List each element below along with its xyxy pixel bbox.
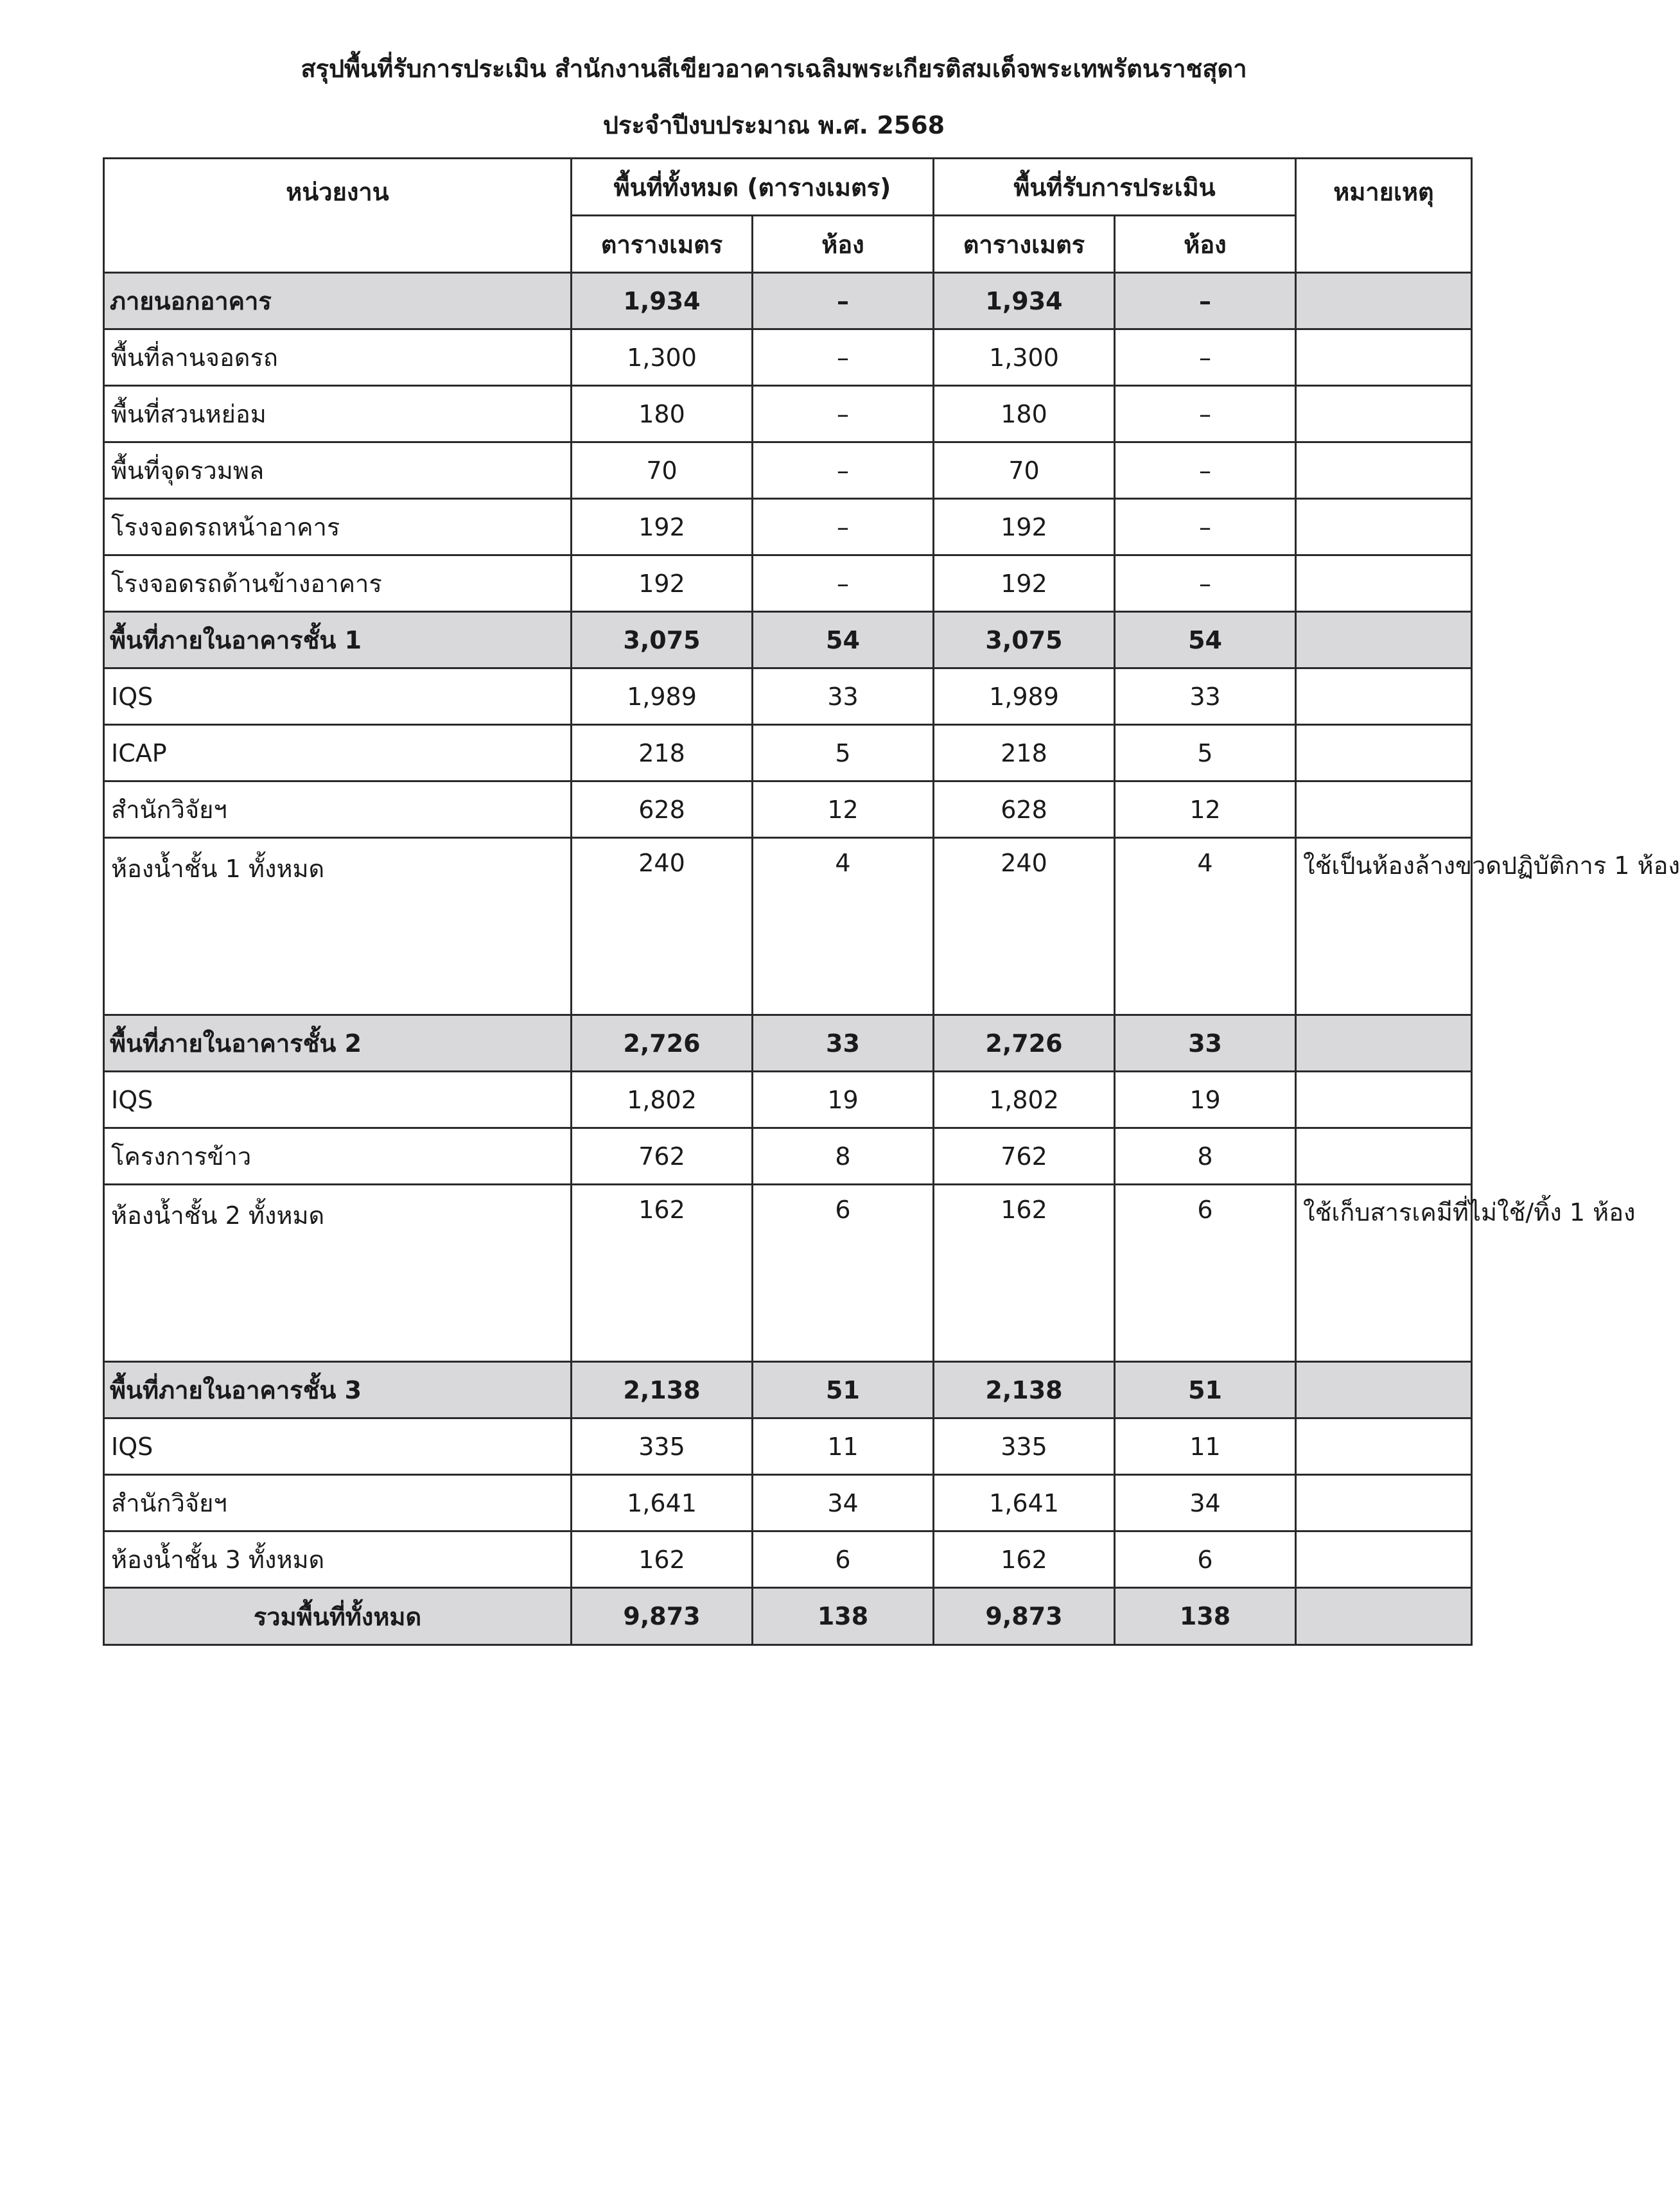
assessed-rooms: 6: [1115, 1531, 1296, 1588]
header-assessed-area: พื้นที่รับการประเมิน: [934, 159, 1296, 216]
assessed-rooms: 11: [1115, 1418, 1296, 1475]
table-row: [104, 781, 1472, 838]
remark-cell: [1296, 499, 1472, 555]
remark-cell: [1296, 668, 1472, 725]
table-row: [104, 499, 1472, 555]
total-sqm: 240: [572, 838, 753, 1015]
total-sqm: 628: [572, 781, 753, 838]
remark-cell: [1296, 1418, 1472, 1475]
assessed-sqm: 1,934: [934, 273, 1115, 329]
row-name: ห้องน้ำชั้น 3 ทั้งหมด: [104, 1531, 572, 1588]
total-rooms: –: [753, 386, 934, 442]
header-remark: หมายเหตุ: [1296, 159, 1472, 273]
total-sqm: 2,138: [572, 1362, 753, 1418]
total-sqm: 2,726: [572, 1015, 753, 1072]
remark-cell: [1296, 1362, 1472, 1418]
header-total-area: พื้นที่ทั้งหมด (ตารางเมตร): [572, 159, 934, 216]
remark-cell: [1296, 781, 1472, 838]
assessed-rooms: –: [1115, 442, 1296, 499]
remark-cell: [1296, 1588, 1472, 1645]
table-row: [104, 1128, 1472, 1185]
group-row-outdoor: [104, 273, 1472, 329]
assessed-rooms: 33: [1115, 1015, 1296, 1072]
total-rooms: 8: [753, 1128, 934, 1185]
area-summary-table: [103, 157, 1680, 1646]
row-name: IQS: [104, 1072, 572, 1128]
row-name: โรงจอดรถด้านข้างอาคาร: [104, 555, 572, 612]
total-rooms: –: [753, 499, 934, 555]
assessed-sqm: 3,075: [934, 612, 1115, 668]
assessed-sqm: 2,726: [934, 1015, 1115, 1072]
total-rooms: 4: [753, 838, 934, 1015]
assessed-rooms: 6: [1115, 1185, 1296, 1362]
total-sqm: 162: [572, 1185, 753, 1362]
total-sqm: 1,641: [572, 1475, 753, 1531]
total-rooms: 138: [753, 1588, 934, 1645]
table-row: [104, 1531, 1472, 1588]
assessed-rooms: –: [1115, 499, 1296, 555]
remark-cell: [1296, 1128, 1472, 1185]
total-sqm: 1,802: [572, 1072, 753, 1128]
assessed-sqm: 1,802: [934, 1072, 1115, 1128]
assessed-rooms: 12: [1115, 781, 1296, 838]
total-rooms: –: [753, 273, 934, 329]
row-name: IQS: [104, 1418, 572, 1475]
row-name: โครงการข้าว: [104, 1128, 572, 1185]
total-sqm: 192: [572, 555, 753, 612]
remark-cell: [1296, 555, 1472, 612]
total-rooms: 54: [753, 612, 934, 668]
remark-cell: [1296, 1072, 1472, 1128]
total-sqm: 762: [572, 1128, 753, 1185]
table-row: [104, 442, 1472, 499]
assessed-sqm: 192: [934, 499, 1115, 555]
assessed-sqm: 180: [934, 386, 1115, 442]
row-name: สำนักวิจัยฯ: [104, 781, 572, 838]
assessed-sqm: 240: [934, 838, 1115, 1015]
assessed-rooms: –: [1115, 329, 1296, 386]
total-sqm: 3,075: [572, 612, 753, 668]
assessed-rooms: –: [1115, 386, 1296, 442]
total-rooms: 51: [753, 1362, 934, 1418]
row-name: โรงจอดรถหน้าอาคาร: [104, 499, 572, 555]
header-assessed-rooms: ห้อง: [1115, 216, 1296, 273]
total-sqm: 192: [572, 499, 753, 555]
total-sqm: 218: [572, 725, 753, 781]
header-total-rooms: ห้อง: [753, 216, 934, 273]
remark-cell: [1296, 1015, 1472, 1072]
assessed-sqm: 162: [934, 1531, 1115, 1588]
total-rooms: 34: [753, 1475, 934, 1531]
table-row: [104, 668, 1472, 725]
remark-cell: [1296, 442, 1472, 499]
table-row: [104, 1475, 1472, 1531]
table-row: [104, 1418, 1472, 1475]
row-name: ห้องน้ำชั้น 1 ทั้งหมด: [104, 838, 572, 1015]
group-name: พื้นที่ภายในอาคารชั้น 1: [104, 612, 572, 668]
total-row: [104, 1588, 1472, 1645]
group-row-floor-1: [104, 612, 1472, 668]
group-name: พื้นที่ภายในอาคารชั้น 2: [104, 1015, 572, 1072]
group-name: ภายนอกอาคาร: [104, 273, 572, 329]
row-name: ห้องน้ำชั้น 2 ทั้งหมด: [104, 1185, 572, 1362]
assessed-sqm: 70: [934, 442, 1115, 499]
table-row: [104, 386, 1472, 442]
row-name: พื้นที่ลานจอดรถ: [104, 329, 572, 386]
remark-cell: [1296, 1475, 1472, 1531]
assessed-rooms: 34: [1115, 1475, 1296, 1531]
assessed-sqm: 1,989: [934, 668, 1115, 725]
total-rooms: 5: [753, 725, 934, 781]
document-title: สรุปพื้นที่รับการประเมิน สำนักงานสีเขียวอาคารเฉลิมพระเกียรติสมเด็จพระเทพรัตนราชสุดา: [301, 55, 1247, 83]
header-total-sqm: ตารางเมตร: [572, 216, 753, 273]
total-sqm: 1,934: [572, 273, 753, 329]
total-sqm: 9,873: [572, 1588, 753, 1645]
total-rooms: –: [753, 555, 934, 612]
table-row: [104, 1185, 1472, 1362]
total-sqm: 1,300: [572, 329, 753, 386]
table-row: [104, 725, 1472, 781]
assessed-rooms: 8: [1115, 1128, 1296, 1185]
remark-cell: [1296, 273, 1472, 329]
remark-cell: [1296, 612, 1472, 668]
assessed-rooms: –: [1115, 273, 1296, 329]
assessed-sqm: 2,138: [934, 1362, 1115, 1418]
assessed-sqm: 192: [934, 555, 1115, 612]
assessed-sqm: 1,641: [934, 1475, 1115, 1531]
assessed-rooms: 33: [1115, 668, 1296, 725]
remark-cell: [1296, 386, 1472, 442]
group-row-floor-3: [104, 1362, 1472, 1418]
remark-cell: [1296, 725, 1472, 781]
remark-cell: [1296, 1531, 1472, 1588]
remark-cell: ใช้เก็บสารเคมีที่ไม่ใช้/ทิ้ง 1 ห้อง: [1296, 1185, 1472, 1362]
assessed-rooms: 54: [1115, 612, 1296, 668]
assessed-rooms: –: [1115, 555, 1296, 612]
remark-cell: [1296, 329, 1472, 386]
row-name: พื้นที่จุดรวมพล: [104, 442, 572, 499]
assessed-rooms: 51: [1115, 1362, 1296, 1418]
row-name: พื้นที่สวนหย่อม: [104, 386, 572, 442]
total-rooms: –: [753, 442, 934, 499]
assessed-sqm: 628: [934, 781, 1115, 838]
document-subtitle: ประจำปีงบประมาณ พ.ศ. 2568: [602, 111, 945, 139]
assessed-rooms: 19: [1115, 1072, 1296, 1128]
header-unit: หน่วยงาน: [104, 159, 572, 273]
assessed-sqm: 762: [934, 1128, 1115, 1185]
total-rooms: 33: [753, 668, 934, 725]
total-rooms: 12: [753, 781, 934, 838]
assessed-sqm: 218: [934, 725, 1115, 781]
assessed-sqm: 162: [934, 1185, 1115, 1362]
assessed-rooms: 5: [1115, 725, 1296, 781]
row-name: ICAP: [104, 725, 572, 781]
total-rooms: 6: [753, 1531, 934, 1588]
total-sqm: 70: [572, 442, 753, 499]
total-sqm: 335: [572, 1418, 753, 1475]
total-label: รวมพื้นที่ทั้งหมด: [104, 1588, 572, 1645]
table-row: [104, 555, 1472, 612]
total-rooms: 11: [753, 1418, 934, 1475]
table-row: [104, 838, 1472, 1015]
group-name: พื้นที่ภายในอาคารชั้น 3: [104, 1362, 572, 1418]
total-rooms: –: [753, 329, 934, 386]
table-row: [104, 1072, 1472, 1128]
total-rooms: 19: [753, 1072, 934, 1128]
row-name: IQS: [104, 668, 572, 725]
total-sqm: 180: [572, 386, 753, 442]
assessed-rooms: 4: [1115, 838, 1296, 1015]
table-row: [104, 329, 1472, 386]
assessed-rooms: 138: [1115, 1588, 1296, 1645]
assessed-sqm: 335: [934, 1418, 1115, 1475]
header-assessed-sqm: ตารางเมตร: [934, 216, 1115, 273]
row-name: สำนักวิจัยฯ: [104, 1475, 572, 1531]
remark-cell: ใช้เป็นห้องล้างขวดปฏิบัติการ 1 ห้อง: [1296, 838, 1472, 1015]
total-rooms: 6: [753, 1185, 934, 1362]
group-row-floor-2: [104, 1015, 1472, 1072]
assessed-sqm: 1,300: [934, 329, 1115, 386]
total-rooms: 33: [753, 1015, 934, 1072]
assessed-sqm: 9,873: [934, 1588, 1115, 1645]
total-sqm: 162: [572, 1531, 753, 1588]
total-sqm: 1,989: [572, 668, 753, 725]
